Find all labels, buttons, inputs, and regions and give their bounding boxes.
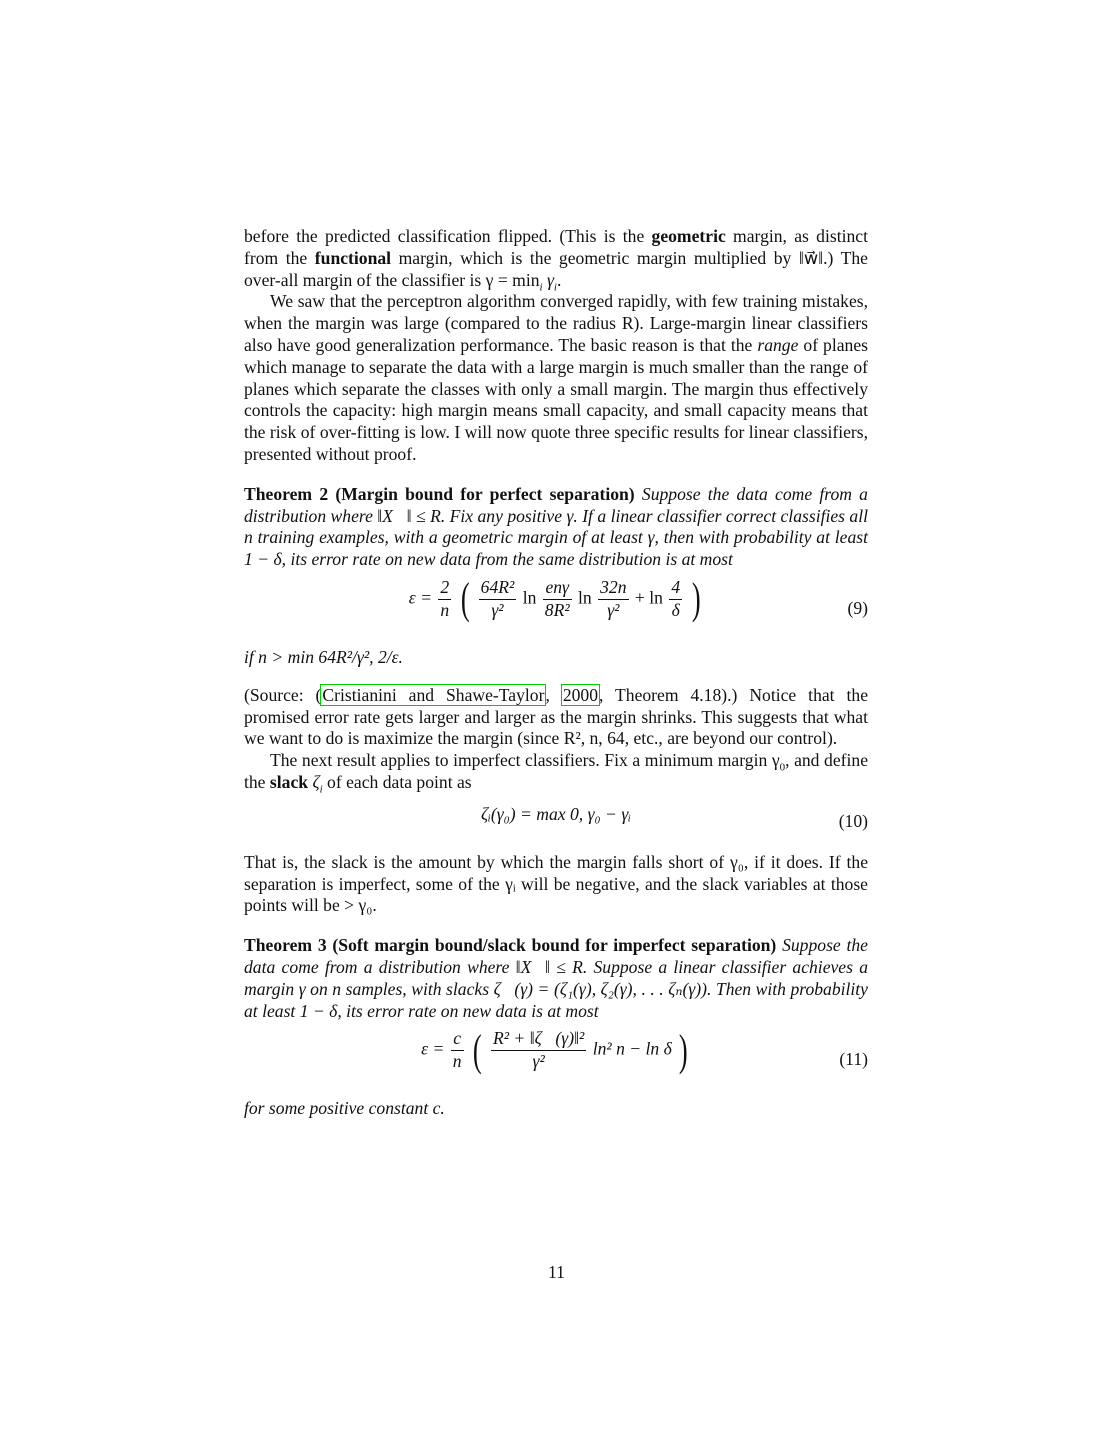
fraction — [438, 577, 451, 622]
paragraph-margin-definition — [244, 226, 868, 294]
equation-number: (10) — [838, 810, 868, 831]
theorem-3-statement: Suppose the data come from a distribution where ‖X⃗‖ ≤ R. Suppose a linear classifier achieves a margin γ on n samples, with slacks ζ⃗(γ) = (ζ₁(γ), ζ₂(γ), . . . ζₙ(γ)). Then with probability at least 1 − δ, its error rate on new data is at most — [244, 935, 868, 1021]
paragraph-source — [244, 685, 868, 750]
theorem-3 — [244, 935, 868, 1022]
numerator: 4 — [669, 577, 682, 600]
equation-10-body: ζᵢ(γ₀) = max 0, γ₀ − γᵢ — [480, 803, 632, 824]
subscript: 0 — [779, 761, 786, 774]
theorem-2 — [244, 484, 868, 571]
paragraph-slack-explanation: That is, the slack is the amount by which the margin falls short of γ₀, if it does. If the separation is imperfect, some of the γᵢ will be negative, and the slack variables at those points will be > γ₀. — [244, 851, 868, 916]
theorem-3-heading: Theorem 3 (Soft margin bound/slack bound for imperfect separation) — [244, 935, 777, 956]
right-paren: ) — [679, 1025, 688, 1075]
fraction — [543, 577, 572, 622]
right-paren: ) — [691, 574, 701, 624]
subscript: i — [553, 281, 557, 294]
page-body — [244, 226, 868, 1120]
text-run: of each data point as — [322, 771, 472, 792]
fraction — [491, 1028, 586, 1073]
subscript: i — [319, 783, 323, 796]
equation-11-body — [244, 1025, 868, 1075]
term-functional: functional — [314, 247, 392, 268]
citation-link-authors[interactable]: Cristianini and Shawe-Taylor — [322, 684, 545, 705]
text-run: , — [545, 684, 562, 705]
text-run: The next result applies to imperfect classifiers. Fix a minimum margin γ — [270, 750, 780, 771]
text-run: ζ — [308, 771, 320, 792]
text-run: before the predicted classification flipped. (This is the — [244, 226, 652, 246]
denominator: 8R² — [544, 599, 570, 620]
fraction — [669, 577, 682, 622]
denominator: γ² — [607, 599, 620, 620]
numerator: 64R² — [479, 577, 517, 600]
equation-9 — [244, 574, 868, 641]
subscript: i — [539, 281, 543, 294]
text-run: (Source: ( — [244, 684, 322, 705]
denominator: γ² — [532, 1051, 545, 1072]
denominator: n — [440, 599, 450, 620]
theorem-2-heading: Theorem 2 (Margin bound for perfect separation) — [244, 483, 635, 504]
equation-number: (11) — [839, 1049, 868, 1070]
fraction — [479, 577, 517, 622]
page-number: 11 — [548, 1262, 565, 1282]
theorem-2-statement: Suppose the data come from a distribution where ‖X⃗‖ ≤ R. Fix any positive γ. If a linear classifier correct classifies all n training examples, with a geometric margin of at least γ, then with probability at least 1 − δ, its error rate on new data from the same distribution is at most — [244, 483, 868, 570]
eq-tail: ln² n − ln δ — [592, 1038, 672, 1059]
fraction — [451, 1028, 464, 1073]
equation-9-body — [244, 574, 868, 624]
numerator: enγ — [543, 577, 572, 600]
term-slack: slack — [269, 771, 309, 792]
text-run: margin, which is the geometric margin multiplied by ‖w⃗‖.) The over-all margin of the classifier is γ = min — [244, 247, 868, 290]
citation-link-year[interactable]: 2000 — [562, 684, 598, 705]
equation-number: (9) — [847, 598, 868, 619]
ln-operator: ln — [522, 587, 537, 608]
text-run: We saw that the perceptron algorithm converged rapidly, with few training mistakes, when the margin was large (compared to the radius R). Large-margin linear classifiers also have good generalization performance. The basic reason is that the — [244, 291, 868, 355]
text-run: , Theorem 4.18).) Notice that the promised error rate gets larger and larger as the margin shrinks. This suggests that what we want to do is maximize the margin (since R², n, 64, etc., are beyond our control). — [244, 684, 869, 749]
text-run: of planes which manage to separate the data with a large margin is much smaller than the range of planes which separate the classes with only a small margin. The margin thus effectively controls the capacity: high margin means small capacity, and small capacity means that the risk of over-fitting is low. I will now quote three specific results for linear classifiers, presented without proof. — [244, 334, 869, 464]
left-paren: ( — [472, 1025, 482, 1075]
denominator: δ — [671, 599, 680, 620]
equation-11 — [244, 1025, 868, 1092]
numerator: R² + ‖ζ⃗(γ)‖² — [491, 1028, 586, 1051]
term-geometric: geometric — [651, 226, 726, 246]
numerator: 2 — [438, 577, 451, 600]
text-run: . — [556, 269, 562, 290]
ln-operator: ln — [578, 587, 592, 608]
text-run: margin, as distinct from the — [244, 226, 868, 268]
theorem-2-condition: if n > min 64R²/γ², 2/ε. — [244, 646, 403, 667]
plus-ln: + ln — [634, 587, 663, 608]
numerator: c — [451, 1028, 464, 1051]
left-paren: ( — [460, 574, 470, 624]
numerator: 32n — [598, 577, 628, 600]
equation-10 — [244, 804, 868, 840]
paragraph-slack — [244, 750, 868, 794]
term-range: range — [757, 334, 799, 355]
paragraph-generalization — [244, 291, 868, 465]
eq-lhs: ε = — [421, 1038, 445, 1059]
text-run: , and define the — [244, 750, 868, 792]
theorem-3-closing: for some positive constant c. — [244, 1098, 445, 1119]
denominator: γ² — [491, 599, 504, 620]
fraction — [598, 577, 628, 622]
denominator: n — [452, 1051, 462, 1072]
eq-lhs: ε = — [408, 587, 432, 608]
text-run: γ — [542, 269, 554, 290]
